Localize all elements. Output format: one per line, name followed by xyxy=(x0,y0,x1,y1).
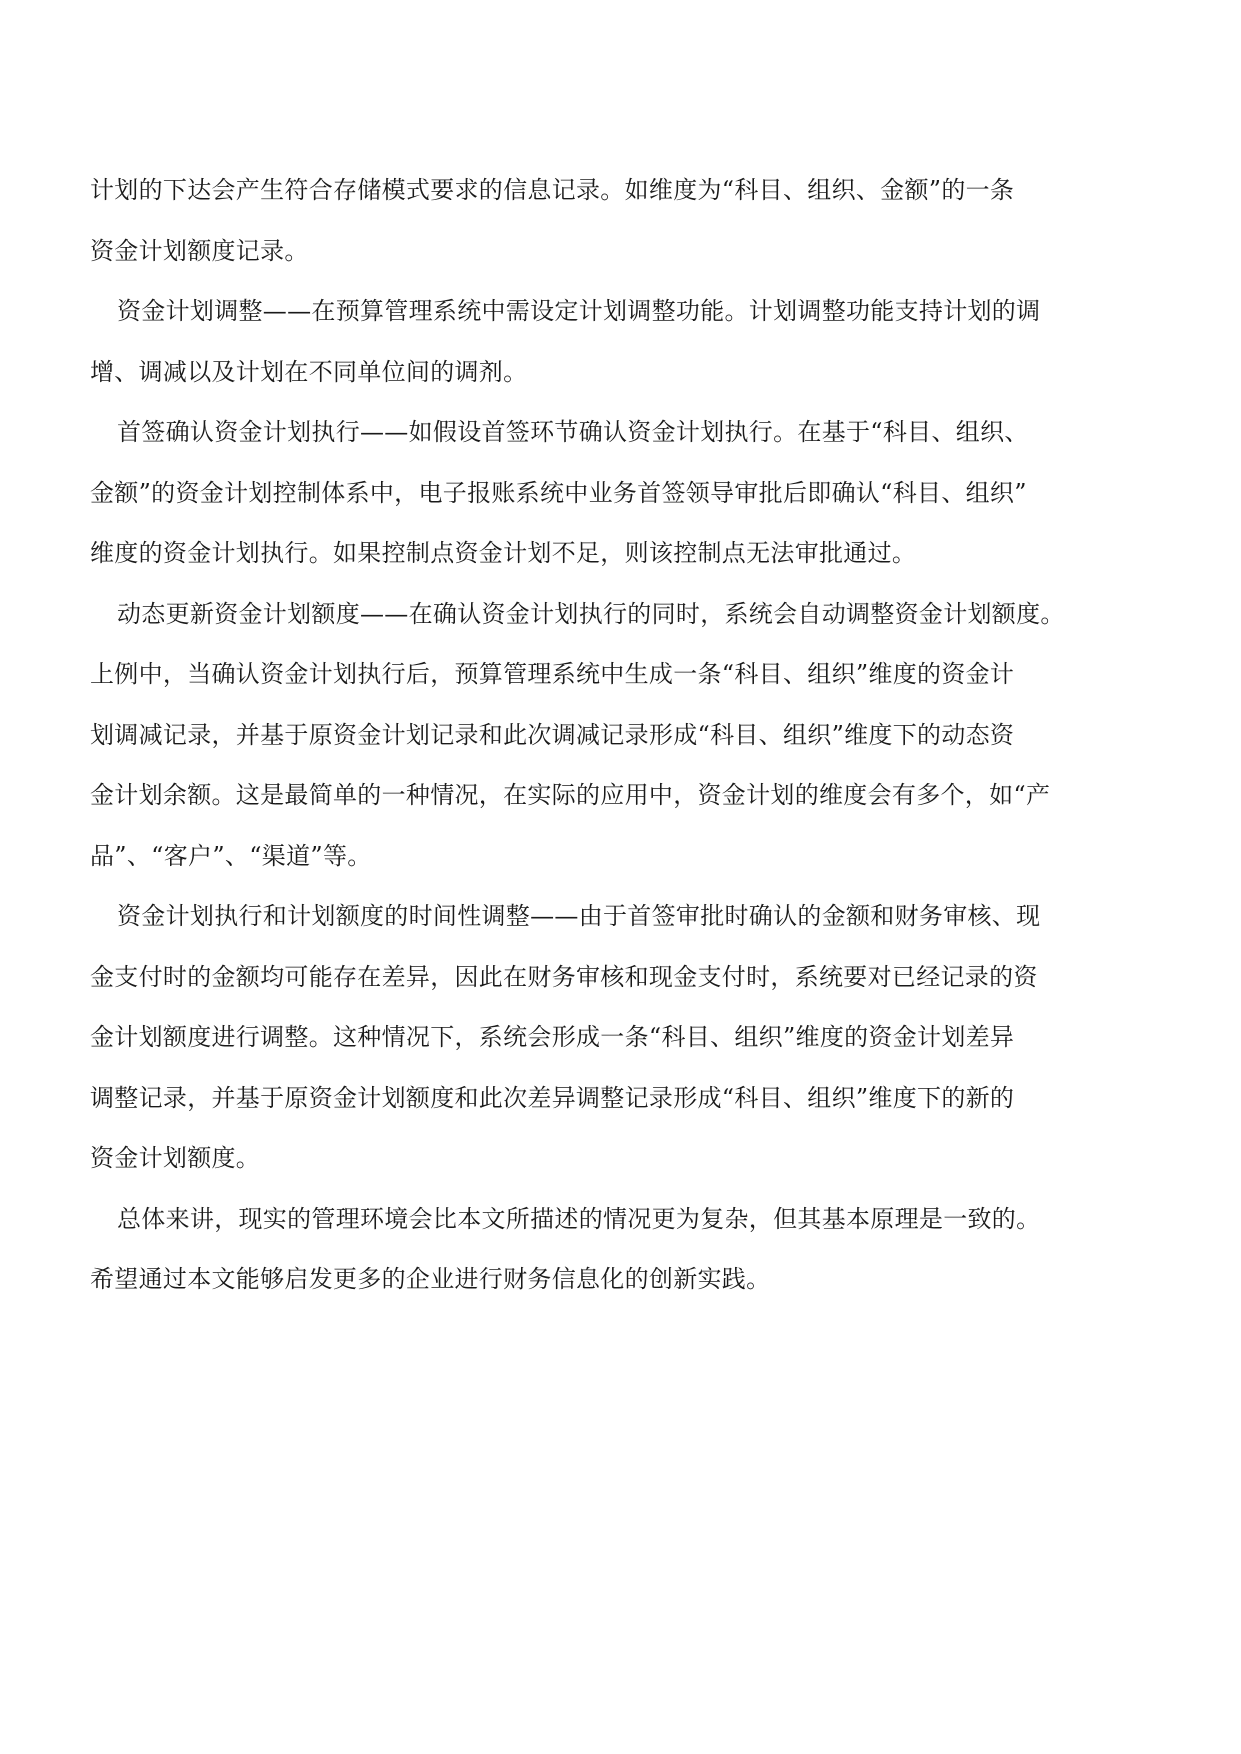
text-line: 上例中，当确认资金计划执行后，预算管理系统中生成一条“科目、组织”维度的资金计 xyxy=(90,660,1015,688)
text-line: 调整记录，并基于原资金计划额度和此次差异调整记录形成“科目、组织”维度下的新的 xyxy=(90,1083,1015,1112)
text-line: 动态更新资金计划额度——在确认资金计划执行的同时，系统会自动调整资金计划额度。 xyxy=(117,599,1065,628)
paragraph-1 xyxy=(90,160,1152,281)
text-line: 金计划额度进行调整。这种情况下，系统会形成一条“科目、组织”维度的资金计划差异 xyxy=(90,1023,1015,1051)
text-line: 总体来讲，现实的管理环境会比本文所描述的情况更为复杂，但其基本原理是一致的。 xyxy=(117,1204,1041,1233)
text-line: 金额”的资金计划控制体系中，电子报账系统中业务首签领导审批后即确认“科目、组织” xyxy=(90,478,1027,507)
text-line: 划调减记录，并基于原资金计划记录和此次调减记录形成“科目、组织”维度下的动态资 xyxy=(90,720,1015,749)
text-line: 资金计划额度。 xyxy=(90,1144,261,1172)
text-line: 品”、“客户”、“渠道”等。 xyxy=(90,841,372,870)
paragraph-6 xyxy=(90,1189,1152,1310)
text-line: 希望通过本文能够启发更多的企业进行财务信息化的创新实践。 xyxy=(90,1265,771,1293)
text-line: 资金计划调整——在预算管理系统中需设定计划调整功能。计划调整功能支持计划的调 xyxy=(117,297,1041,325)
text-line: 资金计划执行和计划额度的时间性调整——由于首签审批时确认的金额和财务审核、现 xyxy=(117,902,1041,930)
paragraph-3 xyxy=(90,402,1152,584)
text-line: 资金计划额度记录。 xyxy=(90,236,309,265)
text-line: 首签确认资金计划执行——如假设首签环节确认资金计划执行。在基于“科目、组织、 xyxy=(117,418,1029,446)
document-body xyxy=(90,160,1152,1310)
text-line: 金计划余额。这是最简单的一种情况，在实际的应用中，资金计划的维度会有多个，如“产 xyxy=(90,781,1051,809)
paragraph-4 xyxy=(90,584,1152,887)
text-line: 计划的下达会产生符合存储模式要求的信息记录。如维度为“科目、组织、金额”的一条 xyxy=(90,176,1015,204)
text-line: 金支付时的金额均可能存在差异，因此在财务审核和现金支付时，系统要对已经记录的资 xyxy=(90,962,1038,991)
paragraph-2 xyxy=(90,281,1152,402)
text-line: 维度的资金计划执行。如果控制点资金计划不足，则该控制点无法审批通过。 xyxy=(90,539,917,567)
paragraph-5 xyxy=(90,886,1152,1189)
text-line: 增、调减以及计划在不同单位间的调剂。 xyxy=(90,357,528,386)
